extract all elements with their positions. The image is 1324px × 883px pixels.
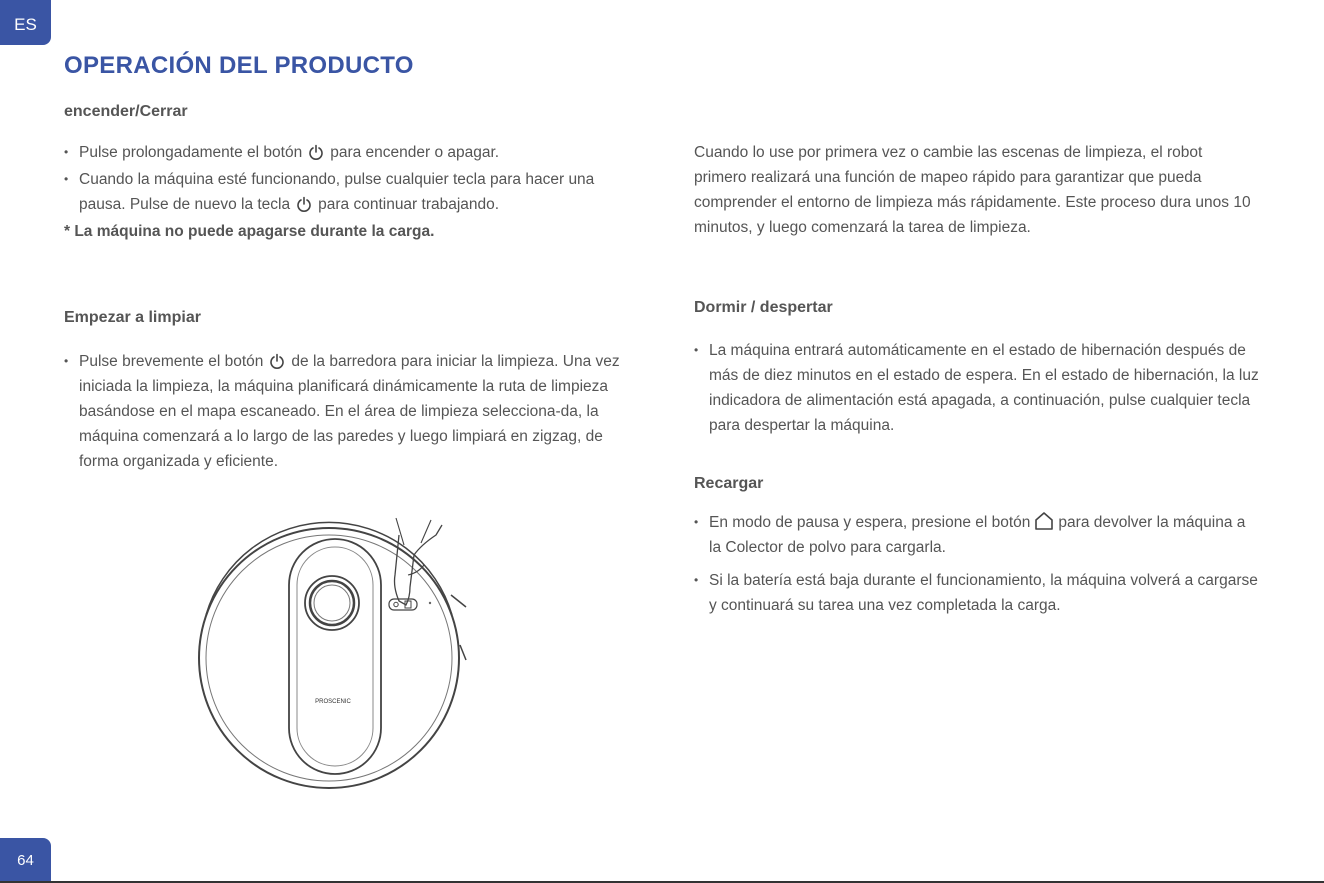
page-number: 64 bbox=[17, 852, 34, 869]
recharge-bullet-2 bbox=[694, 568, 1260, 618]
power-note: * La máquina no puede apagarse durante la carga. bbox=[64, 223, 435, 240]
power-heading: encender/Cerrar bbox=[64, 103, 188, 120]
sleep-section bbox=[694, 338, 1260, 440]
recharge-bullet-1-text: En modo de pausa y espera, presione el botón bbox=[709, 514, 1031, 531]
power-bullet-2 bbox=[64, 167, 639, 217]
start-bullet-1 bbox=[64, 349, 636, 474]
bullet-dot: • bbox=[694, 515, 699, 529]
power-icon bbox=[308, 144, 324, 160]
power-bullet-2-text: Cuando la máquina esté funcionando, pulse cualquier tecla para hacer una pausa. Pulse de nuevo la tecla bbox=[79, 171, 595, 213]
recharge-bullet-1-text-after: para devolver la máquina a la Colector de polvo para cargarla. bbox=[709, 514, 1246, 556]
power-section bbox=[64, 140, 634, 244]
page-title: OPERACIÓN DEL PRODUCTO bbox=[64, 52, 414, 79]
start-section bbox=[64, 349, 636, 476]
robot-brand-logo: PROSCENIC bbox=[315, 699, 351, 705]
sleep-bullet-1 bbox=[694, 338, 1260, 438]
bullet-dot: • bbox=[64, 172, 69, 186]
recharge-section bbox=[694, 510, 1260, 620]
bullet-dot: • bbox=[694, 573, 699, 587]
language-label: ES bbox=[14, 15, 37, 34]
sleep-heading: Dormir / despertar bbox=[694, 299, 833, 316]
power-bullet-2-text-after: para continuar trabajando. bbox=[318, 196, 500, 213]
intro-paragraph: Cuando lo use por primera vez o cambie las escenas de limpieza, el robot primero realizará una función de mapeo rápido para garantizar que pueda comprender el entorno de limpieza más rápidamente. Este proceso dura unos 10 minutos, y luego comenzará la tarea de limpieza. bbox=[694, 144, 1251, 236]
recharge-heading: Recargar bbox=[694, 475, 764, 492]
bullet-dot: • bbox=[64, 145, 69, 159]
power-bullet-1-text: Pulse prolongadamente el botón bbox=[79, 144, 303, 161]
page-number-tab bbox=[0, 838, 51, 883]
language-tab bbox=[0, 0, 51, 45]
power-bullet-1-text-after: para encender o apagar. bbox=[330, 144, 500, 161]
power-icon bbox=[296, 196, 312, 212]
start-bullet-1-text-after: de la barredora para iniciar la limpieza. Una vez iniciada la limpieza, la máquina planificará dinámicamente la ruta de limpieza basándose en el mapa escaneado. En el área de limpieza selecciona-da, la máquina comenzará a lo largo de las paredes y luego limpiará en zigzag, de forma organizada y eficiente. bbox=[79, 353, 620, 470]
start-heading: Empezar a limpiar bbox=[64, 309, 201, 326]
robot-vacuum-illustration bbox=[196, 515, 472, 790]
start-bullet-1-text: Pulse brevemente el botón bbox=[79, 353, 264, 370]
recharge-bullet-1 bbox=[694, 510, 1260, 560]
power-bullet-1 bbox=[64, 140, 634, 165]
intro-section bbox=[694, 140, 1259, 240]
bullet-dot: • bbox=[64, 354, 69, 368]
sleep-bullet-1-text: La máquina entrará automáticamente en el estado de hibernación después de más de diez minutos en el estado de espera. En el estado de hibernación, la luz indicadora de alimentación está apagada, a continuación, pulse cualquier tecla para despertar la máquina. bbox=[709, 342, 1259, 434]
bullet-dot: • bbox=[694, 343, 699, 357]
recharge-bullet-2-text: Si la batería está baja durante el funcionamiento, la máquina volverá a cargarse y continuará su tarea una vez completada la carga. bbox=[709, 572, 1258, 614]
home-icon bbox=[1033, 510, 1055, 532]
power-icon bbox=[269, 353, 285, 369]
